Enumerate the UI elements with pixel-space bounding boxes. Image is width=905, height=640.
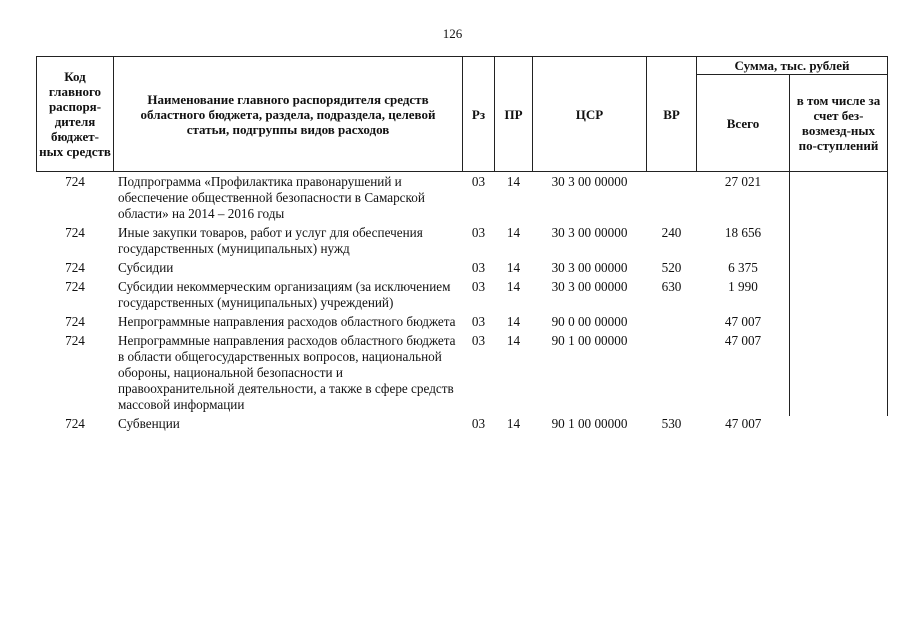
header-pr: ПР [495,57,533,172]
cell-free [790,416,888,435]
cell-csr: 90 1 00 00000 [551,333,628,348]
cell-name: Непрограммные направления расходов областного бюджета [118,314,456,329]
cell-pr: 14 [506,260,521,275]
cell-pr: 14 [506,333,521,348]
cell-code: 724 [65,174,85,189]
cell-total: 18 656 [724,225,762,240]
cell-name: Субсидии [118,260,174,275]
cell-free [790,279,888,314]
cell-total: 47 007 [724,333,762,348]
header-csr: ЦСР [533,57,647,172]
cell-name: Субсидии некоммерческим организациям (за исключением государственных (муниципальных) учреждений) [118,279,451,310]
cell-csr: 30 3 00 00000 [551,279,628,294]
cell-vr: 520 [661,260,682,275]
cell-rz: 03 [471,333,486,348]
cell-pr: 14 [506,314,521,329]
table-row [37,260,888,279]
table-header [37,57,888,172]
cell-free [790,225,888,260]
cell-total: 47 007 [724,314,762,329]
cell-pr: 14 [506,279,521,294]
cell-code: 724 [65,260,85,275]
cell-pr: 14 [506,416,521,431]
cell-vr: 530 [661,416,682,431]
cell-free [790,260,888,279]
table-row [37,314,888,333]
table-row [37,416,888,435]
cell-vr [647,172,697,226]
table-row [37,225,888,260]
header-sum: Сумма, тыс. рублей [697,57,888,75]
cell-name: Непрограммные направления расходов областного бюджета в области общегосударственных вопросов, национальной обороны, национальной безопасности и правоохранительной деятельности, а также в сфере средств массовой информации [118,333,456,412]
cell-csr: 30 3 00 00000 [551,260,628,275]
cell-csr: 90 1 00 00000 [551,416,628,431]
table-row [37,333,888,416]
cell-csr: 90 0 00 00000 [551,314,628,329]
cell-total: 47 007 [725,416,762,431]
cell-name: Субвенции [118,416,180,431]
cell-rz: 03 [471,174,486,189]
cell-name: Иные закупки товаров, работ и услуг для обеспечения государственных (муниципальных) нужд [118,225,423,256]
header-vr: ВР [647,57,697,172]
header-code: Код главного распоря-дителя бюджет-ных средств [37,57,114,172]
cell-code: 724 [65,333,85,348]
cell-rz: 03 [471,279,486,294]
cell-free [790,333,888,416]
cell-free [790,314,888,333]
cell-code: 724 [65,416,85,431]
header-rz: Рз [463,57,495,172]
cell-name: Подпрограмма «Профилактика правонарушений и обеспечение общественной безопасности в Самарской области» на 2014 – 2016 годы [118,174,425,221]
cell-rz: 03 [471,225,486,240]
cell-vr: 630 [661,279,682,294]
budget-table [36,56,888,435]
table-body [37,172,888,436]
cell-vr [647,314,697,333]
header-name: Наименование главного распорядителя средств областного бюджета, раздела, подраздела, целевой статьи, подгруппы видов расходов [114,57,463,172]
table-row [37,172,888,226]
cell-total: 1 990 [728,279,758,294]
cell-code: 724 [65,314,85,329]
cell-vr: 240 [661,225,682,240]
cell-total: 6 375 [728,260,758,275]
cell-total: 27 021 [724,174,762,189]
cell-free [790,172,888,226]
header-total: Всего [697,75,790,172]
cell-rz: 03 [471,260,486,275]
cell-rz: 03 [471,314,486,329]
cell-code: 724 [65,225,85,240]
cell-pr: 14 [506,225,521,240]
page-number: 126 [442,26,463,41]
cell-csr: 30 3 00 00000 [551,174,628,189]
cell-csr: 30 3 00 00000 [551,225,628,240]
cell-vr [647,333,697,416]
cell-pr: 14 [506,174,521,189]
cell-rz: 03 [471,416,486,431]
header-free: в том числе за счет без-возмезд-ных по-ступлений [790,75,888,172]
table-row [37,279,888,314]
cell-code: 724 [65,279,85,294]
